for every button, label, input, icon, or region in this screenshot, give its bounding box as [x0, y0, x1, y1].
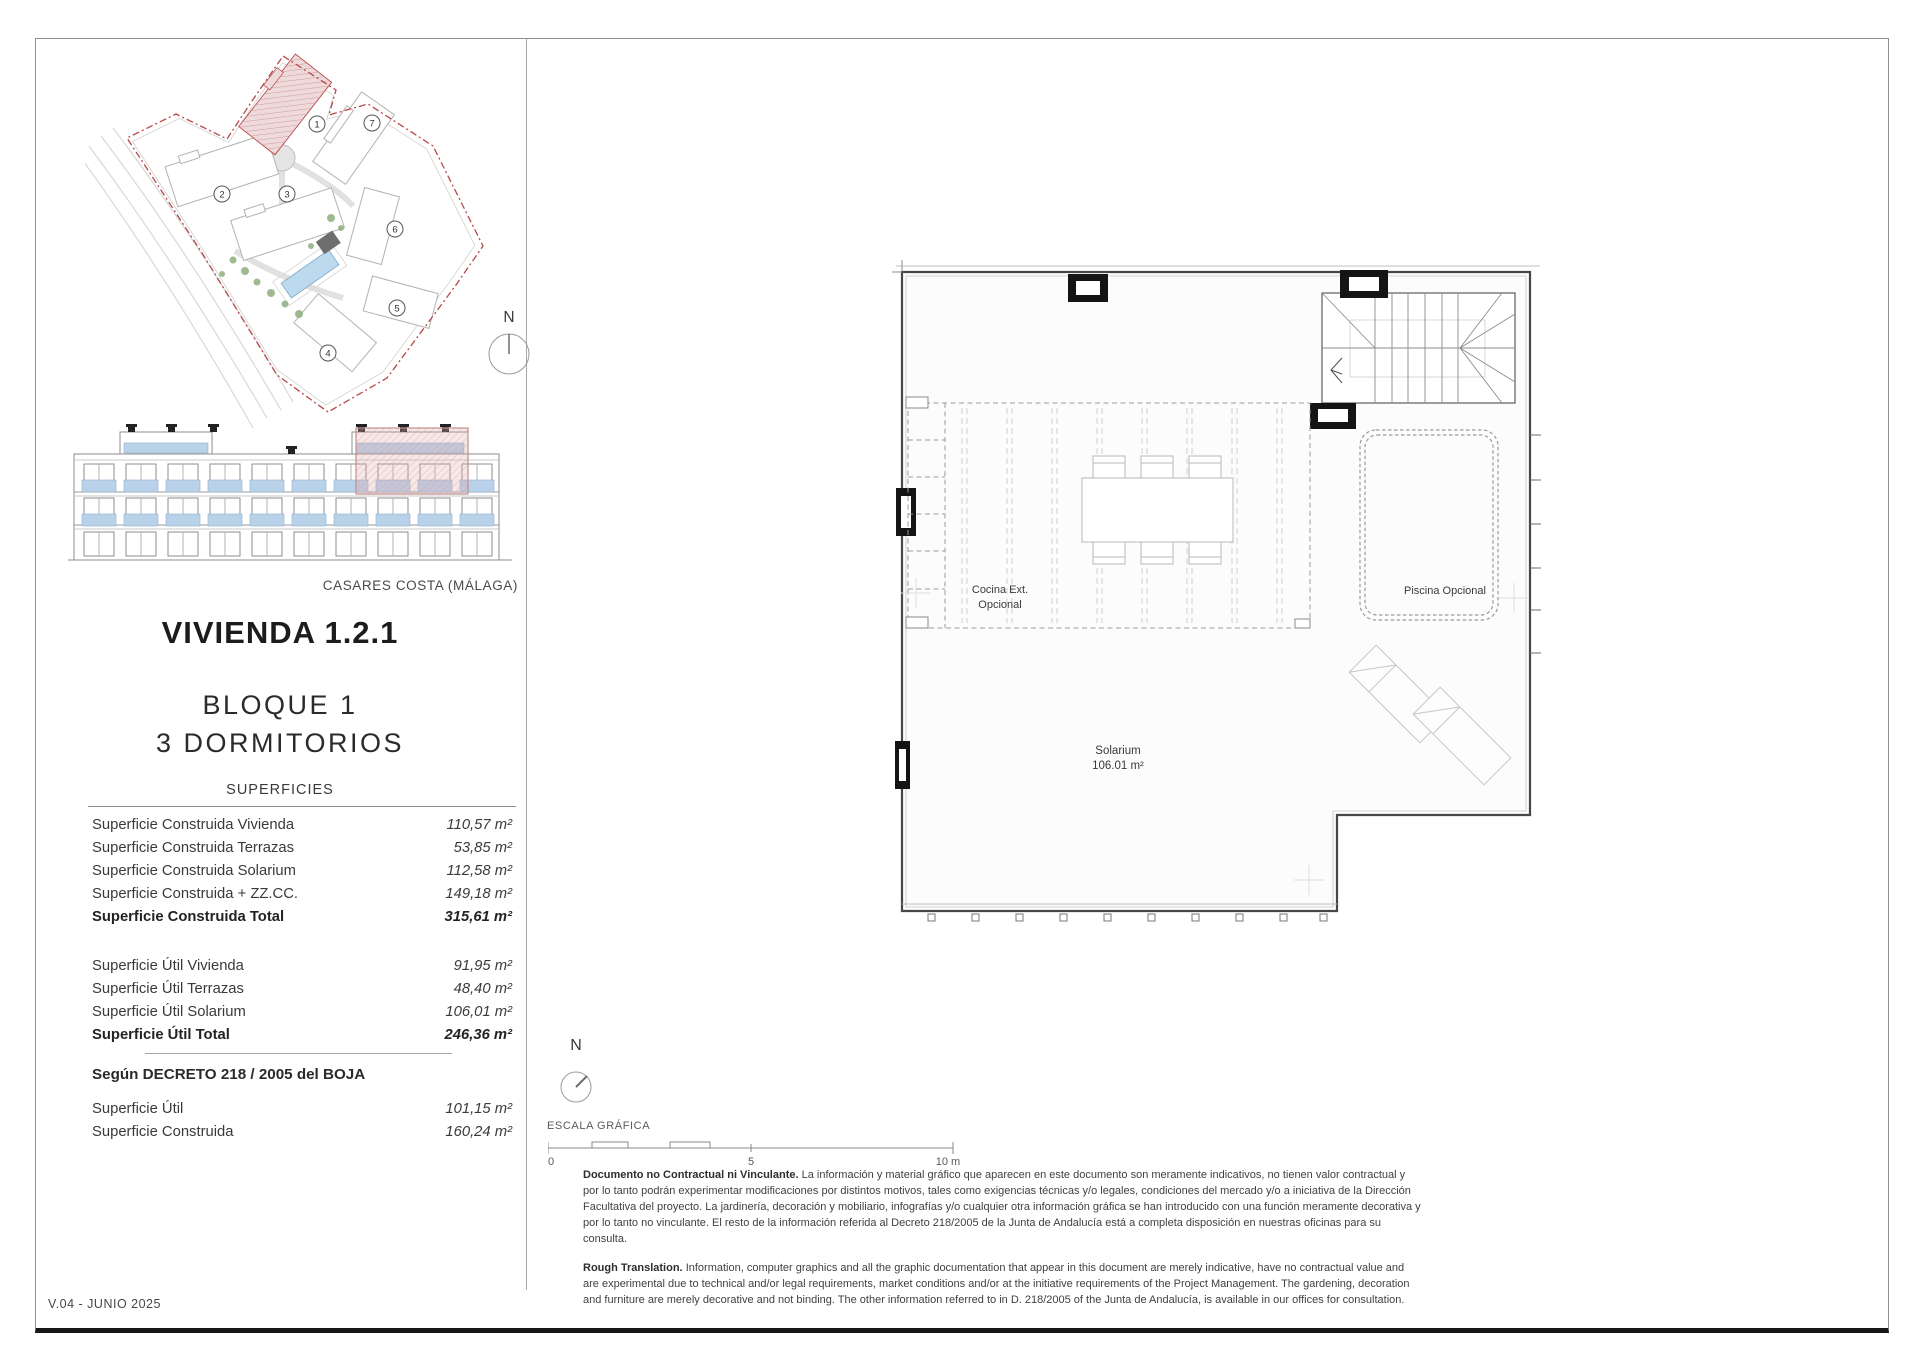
unit-subtitle [60, 686, 500, 762]
scale-tick-10: 10 m [935, 1156, 961, 1168]
disclaimer-en [583, 1261, 1421, 1309]
compass-letter: N [570, 1037, 582, 1054]
location-caption: CASARES COSTA (MÁLAGA) [322, 578, 518, 593]
plan-dining-set [1082, 456, 1233, 564]
table-row-total: Superficie Útil Total 246,36 m² [92, 1027, 512, 1043]
superficies-rule [88, 806, 516, 807]
disclaimer-es [583, 1168, 1421, 1248]
cocina-label-2: Opcional [978, 599, 1022, 611]
building-elevation-drawing [60, 420, 520, 570]
disclaimer-en-lead: Rough Translation. [583, 1261, 683, 1274]
scale-heading: ESCALA GRÁFICA [547, 1120, 651, 1132]
north-compass-icon [554, 1034, 602, 1112]
scale-tick-0: 0 [548, 1156, 555, 1168]
table-row: Superficie Útil Solarium 106,01 m² [92, 1004, 512, 1020]
table-row: Superficie Útil Terrazas 48,40 m² [92, 981, 512, 997]
decreto-table [92, 1098, 512, 1144]
site-plan-drawing [85, 46, 525, 431]
unit-block: BLOQUE 1 [202, 690, 358, 720]
decreto-heading: Según DECRETO 218 / 2005 del BOJA [92, 1066, 366, 1083]
site-block-number: 7 [369, 118, 375, 130]
table-row: Superficie Construida 160,24 m² [92, 1124, 512, 1140]
superficies-heading: SUPERFICIES [226, 782, 334, 798]
decreto-rule [145, 1053, 452, 1054]
piscina-label: Piscina Opcional [1404, 585, 1486, 597]
table-row: Superficie Construida Vivienda 110,57 m² [92, 817, 512, 833]
table-row: Superficie Construida + ZZ.CC. 149,18 m² [92, 886, 512, 902]
site-block-number: 2 [219, 189, 225, 201]
unit-title: VIVIENDA 1.2.1 [161, 615, 399, 650]
unit-bedrooms: 3 DORMITORIOS [155, 728, 405, 758]
version-label: V.04 - JUNIO 2025 [48, 1297, 161, 1311]
table-row: Superficie Construida Solarium 112,58 m² [92, 863, 512, 879]
plan-staircase [1322, 293, 1515, 403]
table-row: Superficie Útil 101,15 m² [92, 1101, 512, 1117]
disclaimer-es-body: La información y material gráfico que aparecen en este documento son meramente indicativos, no tienen valor contractual y por lo tanto podrán experimentar modificaciones por distintos motivos, tales como exigencias técnicas y/o legales, condiciones del mercado y/o a iniciativa de la Dirección Facultativa del proyecto. La jardinería, decoración y mobiliario, infografías y/o cualquier otra información gráfica se han introducido con una función meramente decorativa y por lo tanto no vinculante. El resto de la información referida al Decreto 218/2005 de la Junta de Andalucía está a completa disposición en nuestras oficinas para su consulta. [583, 1169, 1421, 1245]
solarium-label: Solarium [1095, 745, 1141, 757]
scale-tick-5: 5 [747, 1156, 755, 1168]
site-block-number: 5 [394, 303, 400, 315]
north-compass-icon [486, 306, 532, 384]
graphic-scale-bar [548, 1136, 988, 1172]
panel-divider [526, 39, 527, 1290]
site-block-number: 1 [314, 119, 320, 131]
elevation-unit-highlight [356, 428, 468, 494]
disclaimer-es-lead: Documento no Contractual ni Vinculante. [583, 1169, 799, 1181]
cocina-label: Cocina Ext. [971, 584, 1029, 596]
solarium-area-label: 106.01 m² [1092, 760, 1144, 772]
disclaimer-en-body: Information, computer graphics and all the graphic documentation that appear in this document are merely indicative, have no contractual value and are experimental due to technical and/or legal requirements, market conditions and/or at the initiative requirements of the Project Management. The gardening, decoration and furniture are merely decorative and not binding. The other information referred to in D. 218/2005 of the Junta de Andalucía, is available in our offices for consultation. [583, 1261, 1410, 1306]
table-row-total: Superficie Construida Total 315,61 m² [92, 909, 512, 925]
superficies-construida-table [92, 814, 512, 929]
table-row: Superficie Útil Vivienda 91,95 m² [92, 958, 512, 974]
site-block-number: 6 [392, 224, 398, 236]
table-row: Superficie Construida Terrazas 53,85 m² [92, 840, 512, 856]
plan-balustrade-posts [928, 914, 1327, 921]
site-block-number: 4 [325, 348, 331, 360]
disclaimer-block [583, 1168, 1421, 1322]
compass-letter: N [503, 309, 515, 326]
superficies-util-table [92, 955, 512, 1047]
floor-plan-drawing [890, 248, 1570, 933]
site-block-number: 3 [284, 189, 290, 201]
